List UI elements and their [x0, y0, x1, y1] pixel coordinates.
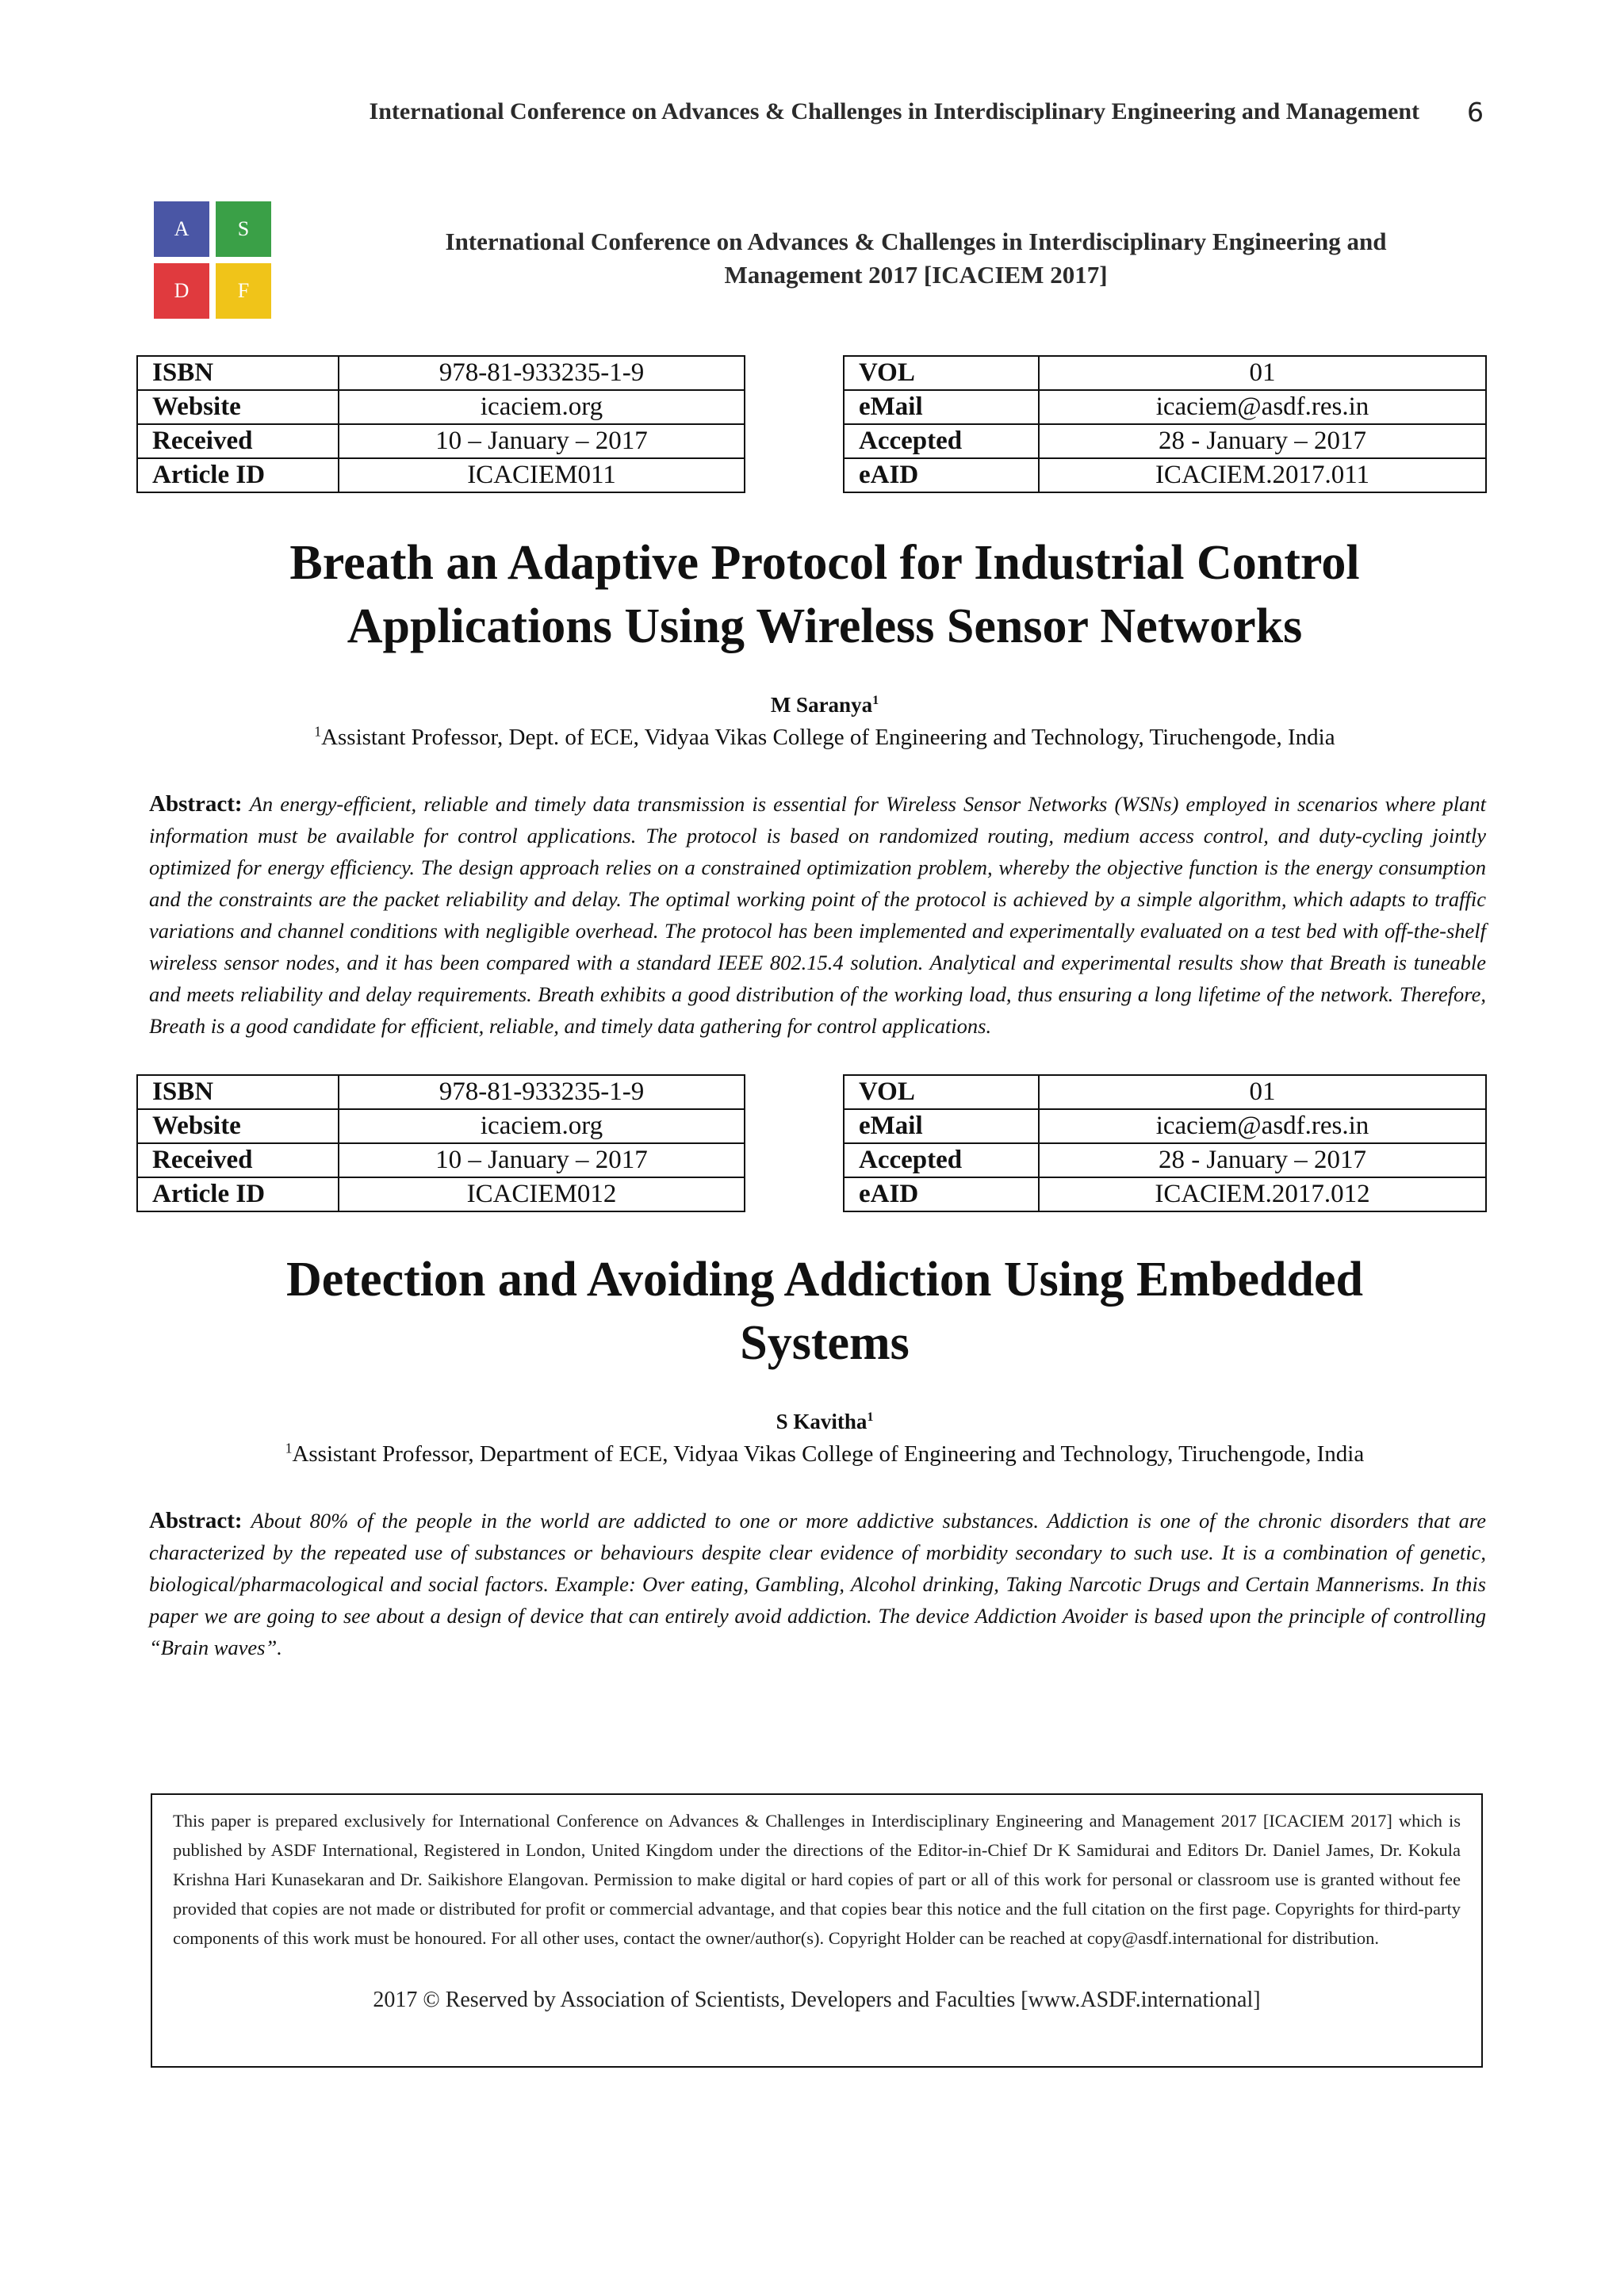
info-value: ICACIEM012 — [339, 1177, 745, 1211]
asdf-logo — [154, 201, 273, 320]
table-row — [137, 1075, 745, 1109]
running-header: International Conference on Advances & Challenges in Interdisciplinary Engineering and Management — [369, 98, 1419, 124]
info-key: ISBN — [137, 1075, 339, 1109]
paper2-info-table-left — [136, 1074, 745, 1212]
abstract-label: Abstract: — [149, 1508, 243, 1533]
info-key: Accepted — [844, 424, 1039, 458]
paper1-abstract — [149, 788, 1486, 1042]
info-key: eAID — [844, 1177, 1039, 1211]
info-value: ICACIEM.2017.012 — [1039, 1177, 1486, 1211]
affiliation-text: Assistant Professor, Dept. of ECE, Vidyaa Vikas College of Engineering and Technology, Tiruchengode, India — [321, 725, 1335, 750]
info-value: 978-81-933235-1-9 — [339, 356, 745, 390]
paper2-title — [119, 1248, 1530, 1375]
table-row — [137, 458, 745, 492]
table-row — [137, 1177, 745, 1211]
paper2-author — [119, 1410, 1530, 1434]
table-row — [844, 424, 1486, 458]
paper2-title-line2: Systems — [740, 1316, 910, 1370]
affiliation-superscript: 1 — [285, 1440, 293, 1456]
affiliation-text: Assistant Professor, Department of ECE, Vidyaa Vikas College of Engineering and Technology, Tiruchengode, India — [292, 1441, 1365, 1467]
info-value: 01 — [1039, 356, 1486, 390]
paper1-affiliation — [119, 725, 1530, 751]
info-key: Article ID — [137, 1177, 339, 1211]
conference-title-line2: Management 2017 [ICACIEM 2017] — [724, 261, 1108, 289]
info-key: Received — [137, 1143, 339, 1177]
table-row — [844, 1109, 1486, 1143]
paper2-affiliation — [119, 1441, 1530, 1468]
info-key: VOL — [844, 1075, 1039, 1109]
author-superscript: 1 — [872, 693, 879, 707]
paper1-title-line1: Breath an Adaptive Protocol for Industrial Control — [289, 536, 1360, 590]
info-value: icaciem@asdf.res.in — [1039, 1109, 1486, 1143]
info-value: 28 - January – 2017 — [1039, 1143, 1486, 1177]
info-value: 01 — [1039, 1075, 1486, 1109]
author-name: M Saranya — [770, 693, 873, 717]
logo-tile-s: S — [216, 201, 271, 257]
info-value: icaciem.org — [339, 390, 745, 424]
info-value: icaciem@asdf.res.in — [1039, 390, 1486, 424]
paper2-abstract — [149, 1505, 1486, 1663]
info-key: Received — [137, 424, 339, 458]
abstract-label: Abstract: — [149, 791, 243, 817]
logo-tile-f: F — [216, 263, 271, 319]
abstract-body: About 80% of the people in the world are addicted to one or more addictive substances. Addiction is one of the chronic disorders that are characterized by the repeated use of substances or behaviours despite clear evidence of morbidity secondary to such use. It is a combination of genetic, biological/pharmacological and social factors. Example: Over eating, Gambling, Alcohol drinking, Taking Narcotic Drugs and Certain Mannerisms. In this paper we are going to see about a design of device that can entirely avoid addiction. The device Addiction Avoider is based upon the principle of controlling “Brain waves”. — [149, 1509, 1486, 1659]
info-value: 10 – January – 2017 — [339, 424, 745, 458]
table-row — [137, 356, 745, 390]
permission-notice: This paper is prepared exclusively for International Conference on Advances & Challenges in Interdisciplinary Engineering and Management 2017 [ICACIEM 2017] which is published by ASDF International, Registered in London, United Kingdom under the directions of the Editor-in-Chief Dr K Samidurai and Editors Dr. Daniel James, Dr. Kokula Krishna Hari Kunasekaran and Dr. Saikishore Elangovan. Permission to make digital or hard copies of part or all of this work for personal or classroom use is granted without fee provided that copies are not made or distributed for profit or commercial advantage, and that copies bear this notice and the full citation on the first page. Copyrights for third-party components of this work must be honoured. For all other uses, contact the owner/author(s). Copyright Holder can be reached at copy@asdf.international for distribution. — [173, 1811, 1461, 1948]
table-row — [844, 1075, 1486, 1109]
affiliation-superscript: 1 — [314, 723, 322, 740]
logo-tile-d: D — [154, 263, 209, 319]
paper1-author — [119, 693, 1530, 718]
paper1-info-table-right — [843, 355, 1487, 493]
info-key: Website — [137, 1109, 339, 1143]
author-superscript: 1 — [867, 1410, 874, 1424]
table-row — [137, 1143, 745, 1177]
table-row — [137, 1109, 745, 1143]
info-value: ICACIEM.2017.011 — [1039, 458, 1486, 492]
page-number: 6 — [1467, 97, 1484, 128]
paper1-info-table-left — [136, 355, 745, 493]
copyright-line: 2017 © Reserved by Association of Scientists, Developers and Faculties [www.ASDF.international] — [373, 1988, 1261, 2012]
info-value: 10 – January – 2017 — [339, 1143, 745, 1177]
author-name: S Kavitha — [776, 1410, 868, 1433]
paper1-title — [119, 531, 1530, 658]
info-key: Article ID — [137, 458, 339, 492]
table-row — [844, 390, 1486, 424]
info-value: 978-81-933235-1-9 — [339, 1075, 745, 1109]
info-key: eMail — [844, 1109, 1039, 1143]
table-row — [844, 1143, 1486, 1177]
table-row — [844, 458, 1486, 492]
info-value: ICACIEM011 — [339, 458, 745, 492]
conference-title — [333, 225, 1499, 292]
paper2-info-table-right — [843, 1074, 1487, 1212]
copyright-notice-box — [151, 1793, 1483, 2068]
paper1-title-line2: Applications Using Wireless Sensor Networks — [347, 599, 1303, 653]
info-key: Website — [137, 390, 339, 424]
abstract-body: An energy-efficient, reliable and timely data transmission is essential for Wireless Sensor Networks (WSNs) employed in scenarios where plant information must be available for control applications. The protocol is based on randomized routing, medium access control, and duty-cycling jointly optimized for energy efficiency. The design approach relies on a constrained optimization problem, whereby the objective function is the energy consumption and the constraints are the packet reliability and delay. The optimal working point of the protocol is achieved by a simple algorithm, which adapts to traffic variations and channel conditions with negligible overhead. The protocol has been implemented and experimentally evaluated on a test bed with off-the-shelf wireless sensor nodes, and it has been compared with a standard IEEE 802.15.4 solution. Analytical and experimental results show that Breath is tuneable and meets reliability and delay requirements. Breath exhibits a good distribution of the working load, thus ensuring a long lifetime of the network. Therefore, Breath is a good candidate for efficient, reliable, and timely data gathering for control applications. — [149, 792, 1486, 1038]
table-row — [844, 356, 1486, 390]
table-row — [137, 390, 745, 424]
info-value: 28 - January – 2017 — [1039, 424, 1486, 458]
table-row — [844, 1177, 1486, 1211]
info-value: icaciem.org — [339, 1109, 745, 1143]
conference-title-line1: International Conference on Advances & Challenges in Interdisciplinary Engineering and — [445, 228, 1387, 255]
paper2-title-line1: Detection and Avoiding Addiction Using Embedded — [286, 1253, 1363, 1307]
info-key: VOL — [844, 356, 1039, 390]
info-key: eMail — [844, 390, 1039, 424]
logo-tile-a: A — [154, 201, 209, 257]
info-key: eAID — [844, 458, 1039, 492]
table-row — [137, 424, 745, 458]
info-key: ISBN — [137, 356, 339, 390]
info-key: Accepted — [844, 1143, 1039, 1177]
